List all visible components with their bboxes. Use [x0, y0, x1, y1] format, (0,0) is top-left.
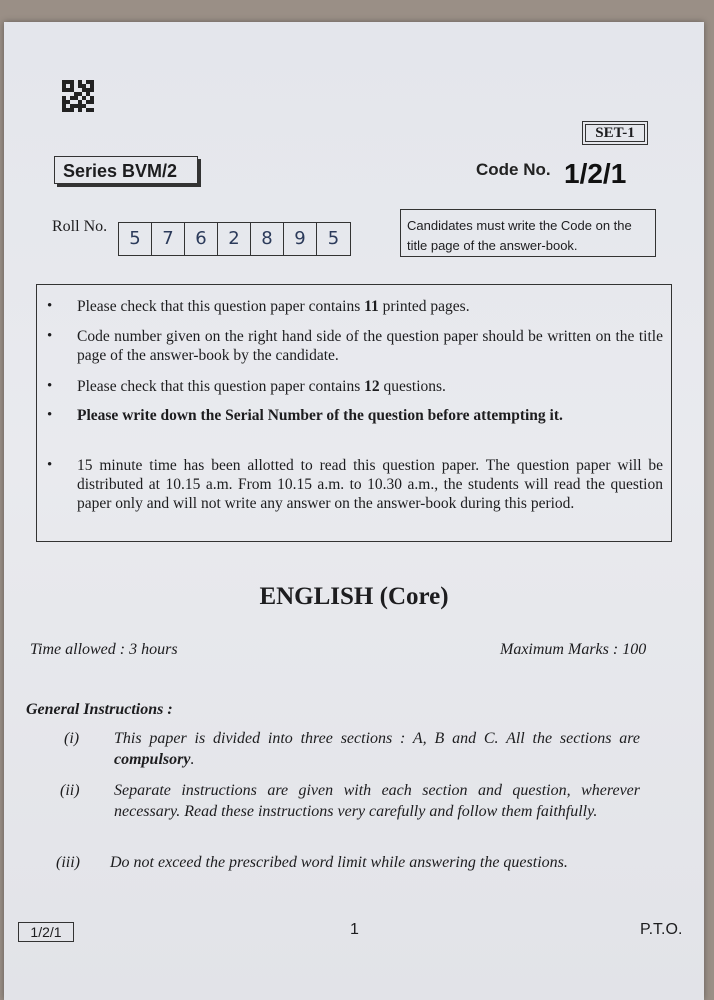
- footer-code: 1/2/1: [18, 922, 74, 942]
- candidate-note-line: Candidates must write the Code on the: [407, 218, 632, 233]
- question-paper-page: [4, 22, 704, 1000]
- instruction-text: Do not exceed the prescribed word limit while answering the questions.: [110, 854, 568, 871]
- instruction-text: Separate instructions are given with each section and question, wherever necessary. Read these instructions very carefully and follow them faithfully.: [114, 782, 640, 820]
- roll-digit: 7: [152, 223, 185, 255]
- pto-label: P.T.O.: [640, 921, 683, 938]
- time-allowed: Time allowed : 3 hours: [30, 641, 178, 658]
- instruction-number: (iii): [56, 854, 80, 871]
- roll-number-grid: [118, 222, 351, 256]
- candidate-note-box: [400, 209, 656, 257]
- roll-digit: 5: [327, 228, 340, 249]
- notice-item: • Please check that this question paper contains 12 questions.: [77, 377, 663, 396]
- instruction-number: (ii): [60, 782, 80, 799]
- roll-digit: 2: [218, 223, 251, 255]
- general-instructions-heading: General Instructions :: [26, 701, 173, 718]
- notice-box: [36, 284, 672, 542]
- notice-item: • Please check that this question paper contains 11 printed pages.: [77, 297, 663, 316]
- roll-digit: 5: [119, 223, 152, 255]
- subject-title: ENGLISH (Core): [259, 583, 449, 610]
- roll-digit: 6: [185, 223, 218, 255]
- roll-digit: 9: [284, 223, 317, 255]
- instruction-text: This paper is divided into three sections : A, B and C. All the sections are compulsory.: [114, 730, 640, 768]
- notice-item: • Please write down the Serial Number of the question before attempting it.: [77, 406, 663, 425]
- roll-digit: 8: [251, 223, 284, 255]
- code-value: 1/2/1: [564, 158, 627, 189]
- notice-item: • 15 minute time has been allotted to read this question paper. The question paper will be distributed at 10.15 a.m. From 10.15 a.m. to 10.30 a.m., the students will read the question paper only and will not write any answer on the answer-book during this period.: [77, 456, 663, 513]
- maximum-marks: Maximum Marks : 100: [500, 641, 647, 658]
- series-label: Series BVM/2: [54, 156, 198, 184]
- notice-item: • Code number given on the right hand side of the question paper should be written on the title page of the answer-book by the candidate.: [77, 327, 663, 365]
- qr-code-icon: [62, 80, 94, 110]
- candidate-note-line: title page of the answer-book.: [407, 238, 578, 253]
- roll-label: Roll No.: [52, 218, 108, 235]
- page-number: 1: [350, 921, 359, 938]
- instruction-number: (i): [64, 730, 80, 747]
- code-label: Code No.: [476, 160, 551, 179]
- set-label: SET-1: [582, 121, 648, 145]
